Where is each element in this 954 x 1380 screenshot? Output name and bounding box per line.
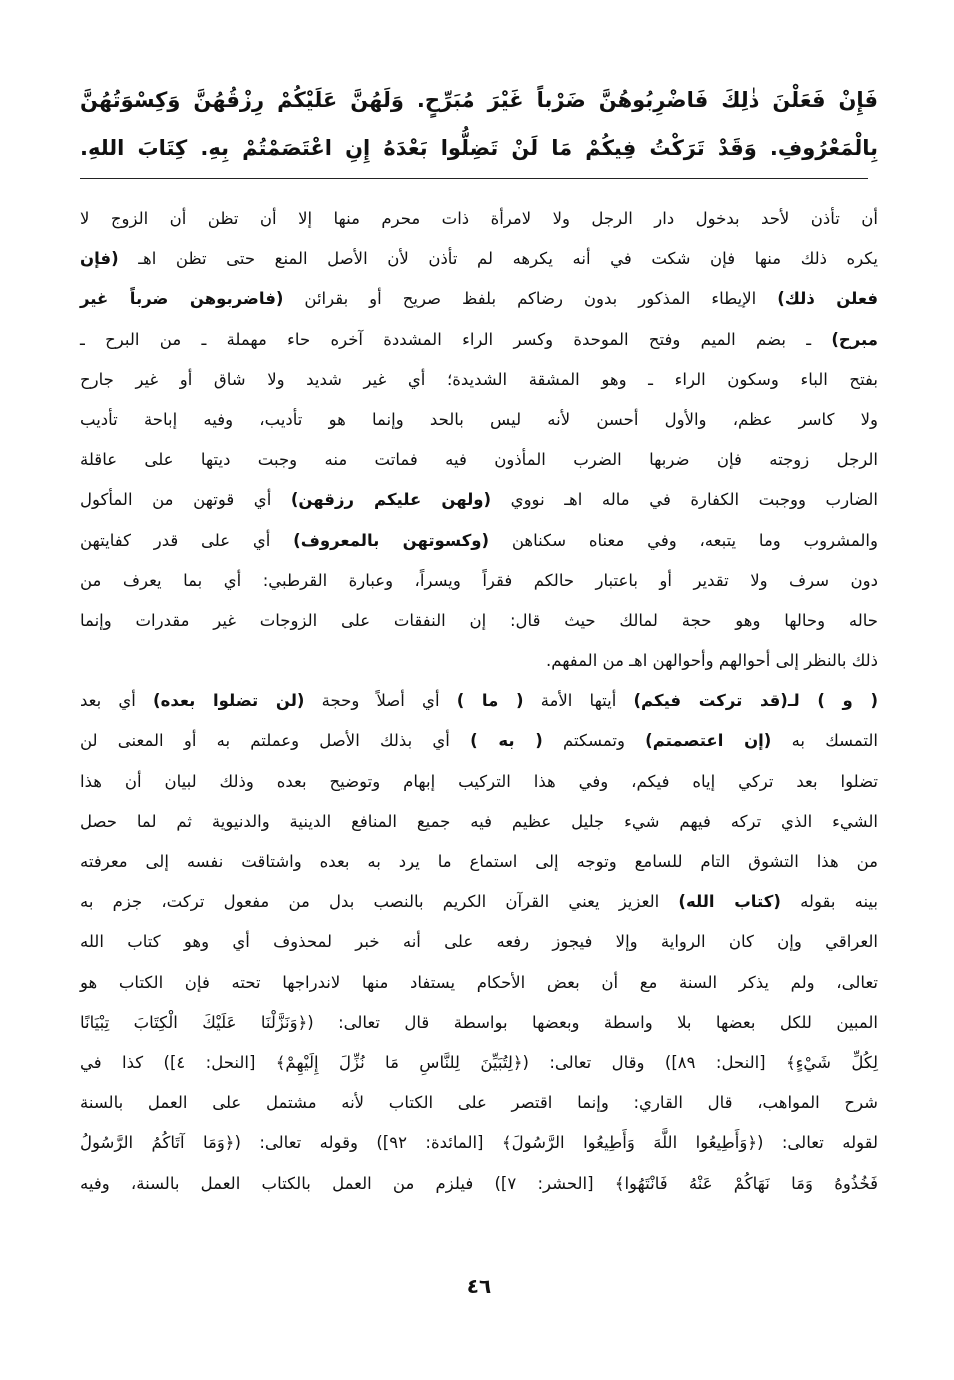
commentary-segment: المبين للكل بعضها بلا واسطة وبعضها بواسطة قال تعالى: (﴿وَنَزَّلْنَا عَلَيْكَ الْكِتَابَ تِبْيَانًا [80, 1012, 878, 1032]
quoted-hadith-phrase: (إن اعتصمتم) [645, 731, 772, 751]
commentary-line [80, 480, 878, 520]
commentary-segment: بفتح الباء وسكون الراء ـ وهو المشقة الشديدة؛ أي غير شديد ولا شاق أو غير جارح [80, 369, 878, 389]
commentary-segment: دون سرف ولا تقدير أو باعتبار حالكم فقراً ويسراً، وعبارة القرطبي: أي بما يعرف من [80, 570, 878, 590]
commentary-line [80, 641, 878, 681]
commentary-segment: أي قوتهن من المأكول [80, 490, 291, 510]
commentary-segment: ولا كاسر عظم، والأول أحسن لأنه ليس بالحد وإنما هو تأديب، وفيه إباحة تأديب [80, 409, 878, 429]
commentary-segment: حاله وحالها وهو حجة لمالك حيث قال: إن النفقات على الزوجات غير مقدرات وإنما [80, 610, 878, 630]
commentary-line [80, 1043, 878, 1083]
book-page [80, 0, 878, 1298]
commentary-line [80, 601, 878, 641]
quoted-hadith-phrase: (فإن [80, 249, 119, 269]
hadith-line: فَإِنْ فَعَلْنَ ذٰلِكَ فَاضْرِبُوهُنَّ ضَرْباً غَيْرَ مُبَرِّحٍ. وَلَهُنَّ عَلَيْكُمْ رِزْقُهُنَّ وَكِسْوَتُهُنَّ [80, 88, 878, 112]
hadith-text [80, 76, 878, 172]
quoted-hadith-phrase: (فاضربوهن ضرباً غير [80, 289, 284, 309]
quoted-hadith-phrase: ( ما ) [456, 691, 524, 711]
commentary-segment: الرجل زوجته فإن ضربها الضرب المأذون فيه فماتت منه وجبت ديتها على عاقلة [80, 450, 878, 470]
commentary-line [80, 320, 878, 360]
commentary-segment: أي أصلاً وحجة [304, 691, 457, 711]
commentary-segment: لِكُلِّ شَيْءٍ﴾ [النحل: ٨٩]) وقال تعالى: (﴿لِتُبَيِّنَ لِلنَّاسِ مَا نُزِّلَ إِلَيْهِمْ﴾ [النحل: ٤]) كذا في [80, 1052, 879, 1072]
commentary-line [80, 1083, 878, 1123]
commentary-line [80, 762, 878, 802]
commentary-segment: شرح المواهب، قال القاري: وإنما اقتصر على الكتاب لأنه مشتمل على العمل بالسنة [80, 1093, 878, 1113]
commentary-line [80, 1003, 878, 1043]
commentary-line [80, 681, 878, 721]
commentary-segment: من هذا التشوق التام للسامع وتوجه إلى استماع ما يرد به بعده واشتاقت نفسه إلى معرفته [80, 852, 878, 871]
commentary-segment: تعالى، ولم يذكر السنة مع أن بعض الأحكام يستفاد منها لاندراجها تحته فإن الكتاب هو [80, 972, 878, 992]
commentary-line [80, 199, 878, 239]
commentary-line [80, 1164, 878, 1204]
quoted-hadith-phrase: (لن تضلوا بعده) [153, 691, 305, 711]
commentary-line [80, 400, 878, 440]
commentary-segment: أي على قدر كفايتهن [80, 530, 294, 550]
commentary-segment: الضارب ووجبت الكفارة في ماله اهـ نووي [491, 490, 879, 510]
hadith-line: بِالْمَعْرُوفِ. وَقَدْ تَرَكْتُ فِيكُمْ مَا لَنْ تَضِلُّوا بَعْدَهُ إِنِ اعْتَصَمْتُمْ بِهِ. كِتَابَ اللهِ. [80, 136, 878, 160]
quoted-hadith-phrase: مبرح) [831, 329, 878, 349]
commentary-segment: الإيطاء المذكور بدون رضاكم بلفظ صريح أو بقرائن [283, 289, 778, 309]
separator-rule [80, 178, 868, 179]
commentary-line [80, 360, 878, 400]
commentary-segment: بينه بقوله [780, 892, 879, 912]
page-number: ٤٦ [466, 1273, 492, 1298]
commentary-line [80, 561, 878, 601]
quoted-hadith-phrase: فعلن ذلك) [777, 289, 878, 309]
commentary-segment: العراقي وإن كان الرواية وإلا فيجوز رفعه على أنه خبر لمحذوف أي وهو كتاب الله [80, 932, 878, 952]
commentary-segment: العزيز يعني القرآن الكريم بالنصب بدل من مفعول تركت، جزم به [80, 892, 679, 912]
commentary-segment: ـ بضم الميم وفتح الموحدة وكسر الراء المشددة آخره حاء مهملة ـ من البرح ـ [80, 329, 832, 349]
commentary-line [80, 721, 878, 761]
commentary-segment: أن تأذن لأحد بدخول دار الرجل ولا لامرأة ذات محرم منها إلا أن تظن أن الزوج لا [80, 209, 878, 228]
commentary-segment: الشيء الذي تركه فيهم شيء جليل عظيم فيه جميع المنافع الدينية والدنيوية ثم لما حصل [80, 811, 878, 831]
commentary-segment: والمشروب وما يتبعه، وفي معناه سكناهن [489, 530, 878, 550]
commentary-segment: تضلوا بعد تركي إياه فيكم، وفي هذا التركيب إبهام وتوضيح بعده وذلك لبيان أن هذا [80, 771, 878, 791]
commentary-line [80, 440, 878, 480]
commentary-line [80, 922, 878, 962]
commentary-line [80, 802, 878, 842]
commentary-segment: يكره ذلك منها فإن شكت في أنه يكرهه لم تأذن لأن الأصل المنع حتى تظن اهـ [118, 249, 878, 269]
commentary-segment: أي بذلك الأصل وعملتم به أو المعنى لن [80, 731, 471, 751]
commentary-line [80, 279, 878, 319]
commentary-line [80, 1123, 878, 1163]
quoted-hadith-phrase: (ولهن عليكم رزقهن) [290, 490, 492, 510]
commentary-line [80, 882, 878, 922]
commentary-segment: لقوله تعالى: (﴿وَأَطِيعُوا اللَّهَ وَأَطِيعُوا الرَّسُولَ﴾ [المائدة: ٩٢]) وقوله تعالى: (﴿وَمَا آتَاكُمُ الرَّسُولُ [80, 1133, 878, 1153]
commentary-segment: وتمسكتم [542, 731, 646, 751]
quoted-hadith-phrase: ( و ) لـ(قد تركت فيكم) [633, 691, 878, 711]
commentary-text [80, 199, 878, 1204]
commentary-line [80, 239, 878, 279]
commentary-segment: فَخُذُوهُ وَمَا نَهَاكُمْ عَنْهُ فَانْتَهُوا﴾ [الحشر: ٧]) فيلزم من العمل بالكتاب العمل بالسنة، وفيه [80, 1173, 879, 1193]
commentary-line [80, 521, 878, 561]
commentary-segment: أي بعد [80, 691, 154, 711]
commentary-line [80, 842, 878, 882]
commentary-line [80, 963, 878, 1003]
quoted-hadith-phrase: (وكسوتهن بالمعروف) [293, 530, 490, 550]
commentary-segment: أيتها الأمة [523, 691, 634, 711]
quoted-hadith-phrase: (كتاب الله) [678, 892, 781, 912]
commentary-segment: ذلك بالنظر إلى أحوالهم وأحوالهن اهـ من المفهم. [545, 651, 878, 671]
commentary-segment: التمسك به [771, 731, 878, 751]
quoted-hadith-phrase: ( به ) [470, 731, 543, 751]
